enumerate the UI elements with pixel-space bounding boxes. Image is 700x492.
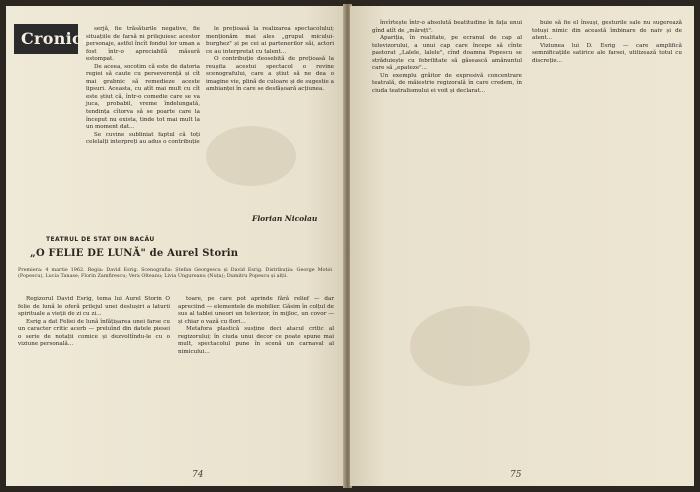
page-number: 75 <box>510 470 522 480</box>
paragraph: Esrig a dat Feliei de lună înfățișarea unei farse cu un caracter critic acerb — preluînd din datele piesei o serie de notații comice și dezvoltîndu-le cu o viziune personală... <box>18 318 170 348</box>
paragraph: O contribuție deosebită de prețioasă la reușita acestui spectacol o revine scenografului, care a știut să ne dea o imagine vie, plină de culoare și de sugestie a ambianței în care se desfășoară acțiunea. <box>206 56 334 93</box>
left-page <box>6 6 346 486</box>
left-column-2 <box>206 26 334 94</box>
paper-stain <box>410 306 530 386</box>
paragraph: Un exemplu grăitor de expresivă concentrare teatrală, de măiestrie regizorală în care credem, în ciuda teatralismului ei voit și declarat... <box>372 72 522 94</box>
paragraph: Viziunea lui D. Esrig — care amplifică semnificațiile satirice ale farsei, utilizează totul cu discreție... <box>532 42 682 64</box>
paragraph: învîrtește într-o absolută beatitudine în fața unui gînd atît de „mărețt". <box>372 20 522 34</box>
paper-stain <box>206 126 296 186</box>
theatre-label: TEATRUL DE STAT DIN BACĂU <box>46 236 155 243</box>
paragraph: De aceea, socotim că este de datoria regiei să caute cu perseverență și cît mai grabnic să remedieze aceste lipsuri. Aceasta, cu atît mai mult cu cît este știut că, într-o comedie care se va juca, probabil, vreme îndelungată, tendința cîtorva să se poarte care la început nu exista, tinde tot mai mult la un moment dat... <box>86 63 200 131</box>
production-credits: Premiera: 4 martie 1962. Regia: David Esrig. Scenografia: Ștefan Georgescu și David Esrig. Distribuția: George Motoi (Popescu), Lucia Tanase; Florin Zamfirescu; Vera Olteanu; Livia Ungureanu (Nuța); Dumitru Popescu și alții. <box>18 267 332 279</box>
paragraph: le prețioasă la realizarea spectacolului; menționăm mai ales „grupul micului-burghez" și pe cei ai partenerilor săi, actori ce au interpretat cu talent... <box>206 26 334 55</box>
right-column-2 <box>532 20 682 65</box>
paragraph: buie să fie el însuși, gesturile sale nu sugerează totuși nimic din această îmbinare de naiv și de atent... <box>532 20 682 42</box>
paragraph: Se cuvine subliniat faptul că toți celelalți interpreți au adus o contribuție <box>86 131 200 146</box>
left-column-1 <box>86 26 200 147</box>
right-column-1 <box>372 20 522 95</box>
paragraph: Metafora plastică susține deci atacul critic al regizorului; în ciuda unui decor ce poate spune mai mult, spectacolul pune în scenă un carnaval al nimicului... <box>178 326 334 355</box>
author-signature: Florian Nicolau <box>252 214 318 223</box>
paragraph: toare, pe care pot aprinde fără relief — dar apreciind — elementele de mobilier. Găsim în colțul de sus al tablei uneori un televizor, în mijloc, un covor — și chiar o vază cu flori... <box>178 296 334 325</box>
left-column-4 <box>178 296 334 356</box>
paragraph: Apariția, în realitate, pe ecranul de cap al televizorului, a unui cap care începe să cînte pastorat „Lalele, lalele", cînd doamna Popescu se străduiește cu febrilitate să găsească amănuntul care să „epateze"... <box>372 35 522 72</box>
page-number: 74 <box>192 470 204 480</box>
paragraph: serjă, fie trăsăturile negative, fie situațiile de farsă ni prilejuiesc acestor personaje, astfel încît fondul lor uman a fost într-o apreciabilă măsură estompat. <box>86 26 200 63</box>
left-column-3 <box>18 296 170 349</box>
review-headline: „O FELIE DE LUNĂ" de Aurel Storin <box>30 248 239 259</box>
section-title: Cronica <box>21 29 93 48</box>
right-page <box>350 6 694 486</box>
paragraph: Regizorul David Esrig, tema lui Aurel Storin O felie de lună le oferă prilejul unei deslușiri a laturii spirituale a vieții de zi cu zi... <box>18 296 170 318</box>
section-banner <box>14 24 93 54</box>
